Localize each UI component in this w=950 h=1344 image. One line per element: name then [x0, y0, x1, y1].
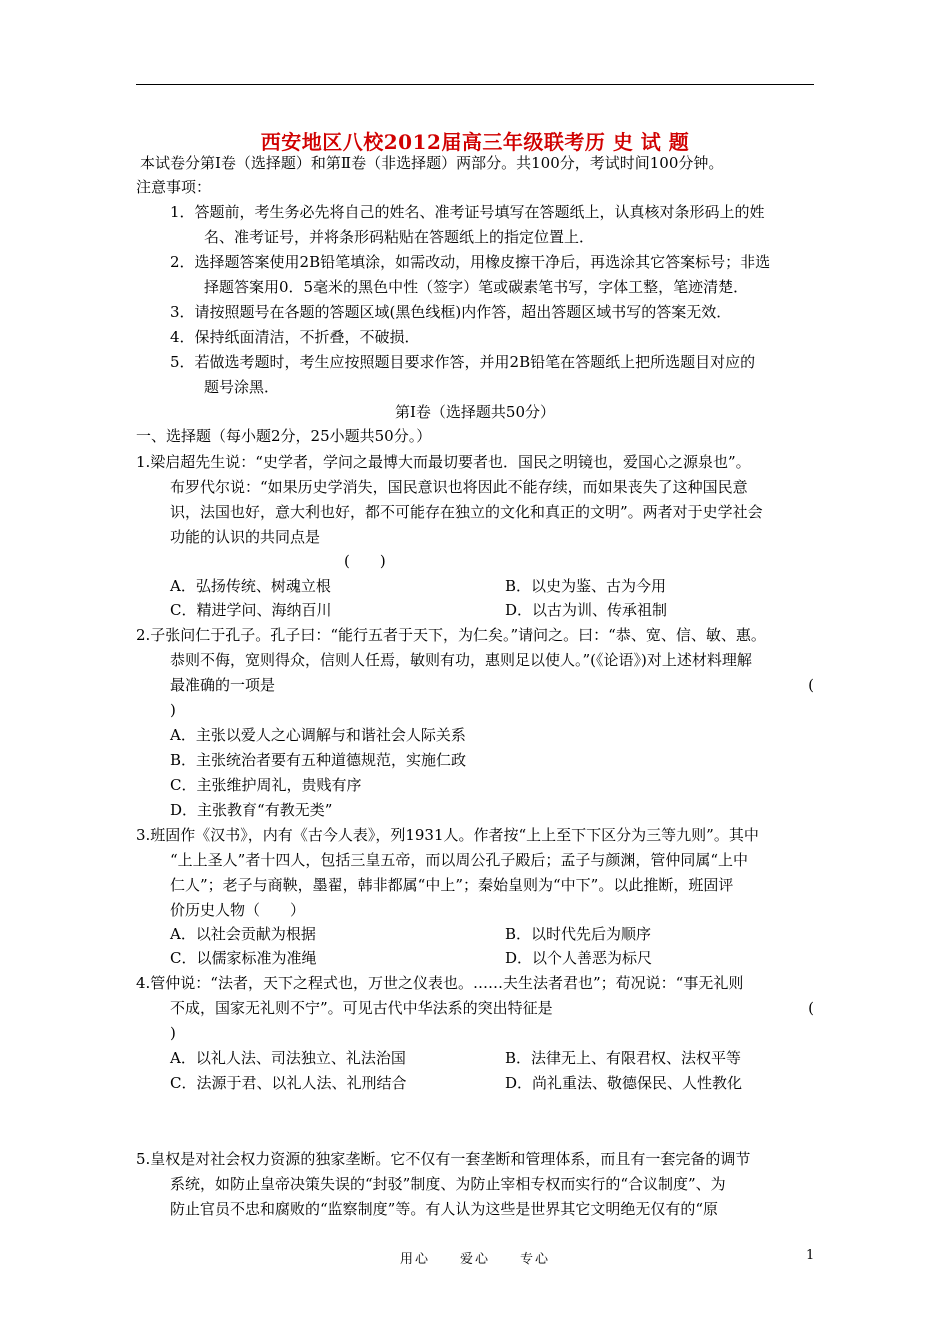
q3-line-2: “上上圣人”者十四人，包括三皇五帝，而以周公孔子殿后；孟子与颜渊，管仲同属“上中 — [170, 851, 749, 869]
q5-line-2: 系统，如防止皇帝决策失误的“封驳”制度、为防止宰相专权而实行的“合议制度”、为 — [170, 1175, 726, 1193]
q1-option-b: B．以史为鉴、古为今用 — [505, 577, 667, 595]
notice-1-line-1: 1．答题前，考生务必先将自己的姓名、准考证号填写在答题纸上，认真核对条形码上的姓 — [170, 203, 765, 221]
q1-line-2: 布罗代尔说：“如果历史学消失，国民意识也将因此不能存续，而如果丧失了这种国民意 — [170, 478, 748, 496]
q4-option-b: B．法律无上、有限君权、法权平等 — [505, 1049, 742, 1067]
q1-line-1: 1.梁启超先生说：“史学者，学问之最博大而最切要者也．国民之明镜也，爱国心之源泉也”。 — [136, 453, 751, 471]
q2-option-b: B．主张统治者要有五种道德规范，实施仁政 — [170, 751, 467, 769]
notice-4: 4．保持纸面清洁，不折叠，不破损． — [170, 328, 420, 346]
q5-line-3: 防止官员不忠和腐败的“监察制度”等。有人认为这些是世界其它文明绝无仅有的“原 — [170, 1200, 719, 1218]
q3-option-b: B．以时代先后为顺序 — [505, 925, 652, 943]
q4-paren-close: ) — [170, 1024, 176, 1042]
page-number: 1 — [806, 1248, 815, 1263]
q4-option-d: D．尚礼重法、敬德保民、人性教化 — [505, 1074, 743, 1092]
section-heading: 一、选择题（每小题2分，25小题共50分。） — [136, 427, 432, 445]
notice-2-line-2: 择题答案用0．5毫米的黑色中性（签字）笔或碳素笔书写，字体工整，笔迹清楚． — [204, 278, 749, 296]
q4-line-2: 不成，国家无礼则不宁”。可见古代中华法系的突出特征是 — [170, 999, 553, 1017]
q2-paren-open: ( — [808, 676, 814, 694]
q1-option-d: D．以古为训、传承祖制 — [505, 601, 668, 619]
q4-option-a: A．以礼人法、司法独立、礼法治国 — [170, 1049, 406, 1067]
q5-line-1: 5.皇权是对社会权力资源的独家垄断。它不仅有一套垄断和管理体系，而且有一套完备的调节 — [136, 1150, 751, 1168]
q4-option-c: C．法源于君、以礼人法、礼刑结合 — [170, 1074, 407, 1092]
q3-line-1: 3.班固作《汉书》，内有《古今人表》，列1931人。作者按“上上至下下区分为三等九则”。其中 — [136, 826, 759, 844]
notice-2-line-1: 2．选择题答案使用2B铅笔填涂，如需改动，用橡皮擦干净后，再选涂其它答案标号；非选 — [170, 253, 771, 271]
q2-option-d: D．主张教育“有教无类” — [170, 801, 333, 819]
q1-answer-paren: ( ) — [344, 552, 386, 570]
q1-option-c: C．精进学问、海纳百川 — [170, 601, 332, 619]
q2-line-1: 2.子张问仁于孔子。孔子曰：“能行五者于天下，为仁矣。”请问之。曰：“恭、宽、信、敏、惠。 — [136, 626, 766, 644]
q4-paren-open: ( — [808, 999, 814, 1017]
q4-line-1: 4.管仲说：“法者，天下之程式也，万世之仪表也。……夫生法者君也”；荀况说：“事无礼则 — [136, 974, 744, 992]
q2-option-c: C．主张维护周礼，贵贱有序 — [170, 776, 362, 794]
q1-option-a: A．弘扬传统、树魂立根 — [170, 577, 331, 595]
q2-paren-close: ) — [170, 701, 176, 719]
q2-line-3: 最准确的一项是 — [170, 676, 276, 694]
header-rule — [136, 84, 814, 85]
notice-5-line-1: 5．若做选考题时，考生应按照题目要求作答，并用2B铅笔在答题纸上把所选题目对应的 — [170, 353, 756, 371]
page-title: 西安地区八校2012届高三年级联考历 史 试 题 — [260, 130, 690, 154]
part-heading: 第Ⅰ卷（选择题共50分） — [394, 403, 555, 421]
q3-option-c: C．以儒家标准为准绳 — [170, 949, 317, 967]
notice-3: 3．请按照题号在各题的答题区域(黑色线框)内作答，超出答题区域书写的答案无效． — [170, 303, 732, 321]
q1-line-3: 识，法国也好，意大利也好，都不可能存在独立的文化和真正的文明”。两者对于史学社会 — [170, 503, 763, 521]
q3-line-3: 仁人”；老子与商鞅，墨翟，韩非都属“中上”；秦始皇则为“中下”。以此推断，班固评 — [170, 876, 734, 894]
footer-motto: 用心 爱心 专心 — [399, 1252, 550, 1267]
q3-option-a: A．以社会贡献为根据 — [170, 925, 316, 943]
notice-1-line-2: 名、准考证号，并将条形码粘贴在答题纸上的指定位置上． — [204, 228, 595, 246]
q2-option-a: A．主张以爱人之心调解与和谐社会人际关系 — [170, 726, 466, 744]
q3-option-d: D．以个人善恶为标尺 — [505, 949, 653, 967]
q2-line-2: 恭则不侮，宽则得众，信则人任焉，敏则有功，惠则足以使人。”(《论语》)对上述材料理解 — [170, 651, 752, 669]
intro-text: 本试卷分第Ⅰ卷（选择题）和第Ⅱ卷（非选择题）两部分。共100分，考试时间100分钟。 — [140, 154, 724, 172]
q3-line-4: 价历史人物（ ） — [170, 901, 306, 919]
notice-5-line-2: 题号涂黑． — [204, 378, 280, 396]
q1-line-4: 功能的认识的共同点是 — [170, 528, 321, 546]
notice-heading: 注意事项： — [136, 178, 212, 196]
